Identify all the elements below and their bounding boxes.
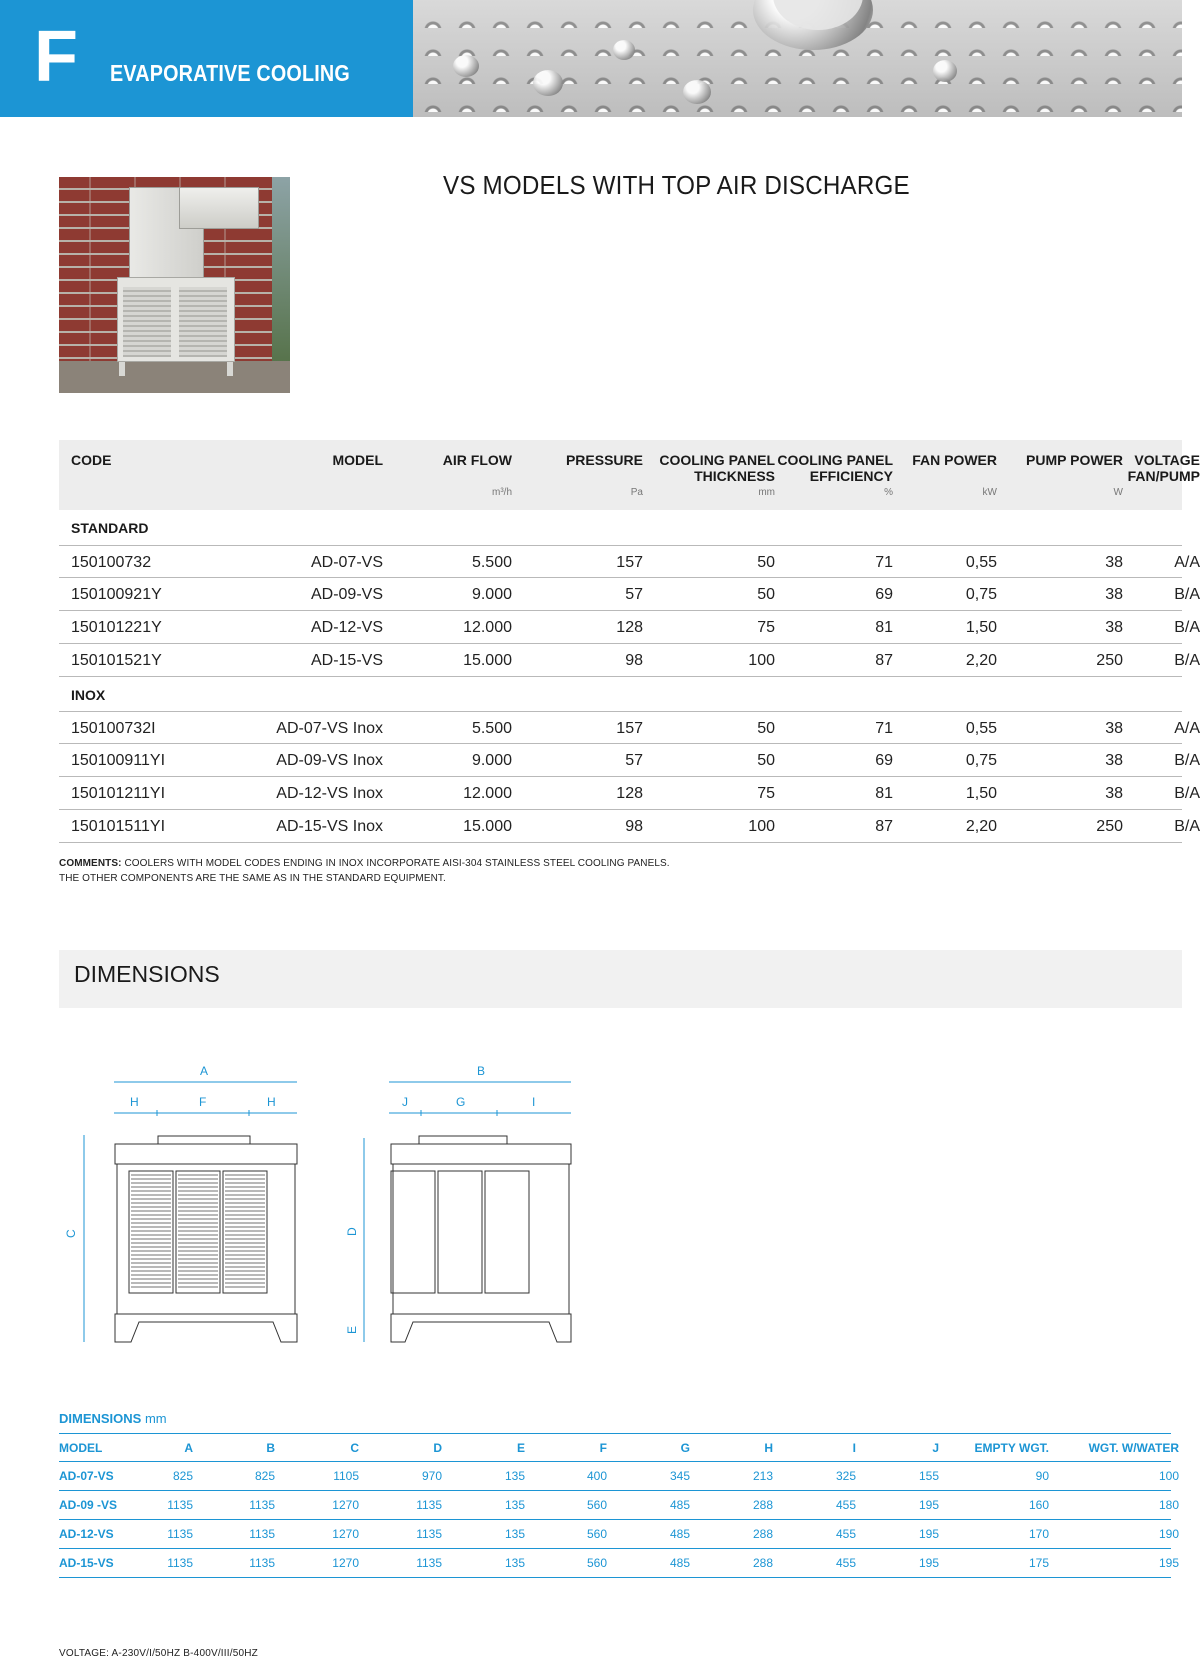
dimensions-value-cell: 325 — [835, 1469, 856, 1483]
header-banner — [0, 0, 1182, 117]
cell-pump: 38 — [1105, 554, 1123, 571]
cell-code: 150101521Y — [71, 652, 162, 669]
dimensions-value-cell: 455 — [835, 1527, 856, 1541]
cell-thickness: 50 — [757, 752, 775, 769]
label-j: J — [402, 1095, 408, 1109]
cell-fan: 0,75 — [965, 752, 997, 769]
header-panel-efficiency-line2: EFFICIENCY — [809, 468, 893, 484]
cell-pressure: 98 — [625, 652, 643, 669]
section-letter: F — [34, 17, 78, 97]
header-model: MODEL — [332, 452, 383, 468]
dimensions-value-cell: 1135 — [249, 1527, 275, 1541]
cell-fan: 2,20 — [965, 652, 997, 669]
dimensions-value-cell: 288 — [752, 1556, 773, 1570]
dimensions-model-cell: AD-07-VS — [59, 1469, 114, 1483]
unit-pump-power: W — [1113, 487, 1123, 498]
dimensions-header-cell: J — [932, 1441, 939, 1455]
table-row — [59, 744, 1200, 777]
product-photo — [59, 177, 290, 393]
cell-air-flow: 9.000 — [471, 752, 512, 769]
cell-voltage: A/A — [1174, 554, 1200, 571]
dimensions-header-cell: B — [266, 1441, 275, 1455]
dimensions-header-cell: A — [184, 1441, 193, 1455]
cell-voltage: B/A — [1174, 586, 1200, 603]
cell-pump: 38 — [1105, 720, 1123, 737]
cell-model: AD-15-VS — [310, 652, 383, 669]
dimensions-value-cell: 155 — [918, 1469, 939, 1483]
dimensions-value-cell: 1135 — [249, 1498, 275, 1512]
cell-code: 150101211YI — [71, 785, 166, 802]
cell-model: AD-09-VS Inox — [276, 752, 383, 769]
dimensions-value-cell: 135 — [504, 1556, 525, 1570]
dimensions-value-cell: 485 — [669, 1527, 690, 1541]
cell-thickness: 50 — [757, 720, 775, 737]
unit-fan-power: kW — [982, 487, 997, 498]
cell-fan: 0,55 — [965, 554, 997, 571]
cell-fan: 2,20 — [965, 818, 997, 835]
cell-fan: 0,55 — [965, 720, 997, 737]
cell-pump: 38 — [1105, 785, 1123, 802]
cell-code: 150100732 — [71, 554, 152, 571]
label-i: I — [532, 1095, 536, 1109]
dimensions-value-cell: 288 — [752, 1527, 773, 1541]
header-pump-power: PUMP POWER — [1026, 452, 1123, 468]
header-panel-efficiency-line1: COOLING PANEL — [777, 452, 893, 468]
cell-pressure: 57 — [625, 586, 643, 603]
dimensions-value-cell: 1135 — [249, 1556, 275, 1570]
cell-model: AD-07-VS Inox — [276, 720, 383, 737]
cell-thickness: 100 — [748, 818, 775, 835]
dimensions-value-cell: 135 — [504, 1498, 525, 1512]
dimensions-value-cell: 1270 — [332, 1556, 359, 1570]
dimensions-value-cell: 100 — [1158, 1469, 1179, 1483]
label-e: E — [345, 1325, 359, 1334]
dimensions-value-cell: 90 — [1035, 1469, 1049, 1483]
dimensions-value-cell: 970 — [421, 1469, 442, 1483]
water-drops-image — [413, 0, 1182, 117]
dimensions-value-cell: 1135 — [167, 1556, 193, 1570]
dimensions-value-cell: 345 — [669, 1469, 690, 1483]
dimensions-value-cell: 1135 — [167, 1527, 193, 1541]
comments-line1: COOLERS WITH MODEL CODES ENDING IN INOX INCORPORATE AISI-304 STAINLESS STEEL COOLING PANELS. — [121, 858, 670, 869]
cell-voltage: B/A — [1174, 619, 1200, 636]
dimensions-heading: DIMENSIONS — [74, 961, 220, 987]
table-row — [59, 1520, 1179, 1549]
cell-pressure: 98 — [625, 818, 643, 835]
dimensions-header-row — [59, 1433, 1179, 1462]
dimensions-header-cell: I — [852, 1441, 856, 1455]
unit-air-flow: m³/h — [492, 487, 512, 498]
header-fan-power: FAN POWER — [912, 452, 997, 468]
dimensions-value-cell: 213 — [752, 1469, 773, 1483]
cell-efficiency: 87 — [875, 818, 893, 835]
cell-air-flow: 15.000 — [463, 818, 512, 835]
header-panel-thickness-line1: COOLING PANEL — [659, 452, 775, 468]
group-label-inox: INOX — [71, 687, 106, 703]
cell-code: 150100921Y — [71, 586, 162, 603]
cell-air-flow: 12.000 — [463, 785, 512, 802]
cell-efficiency: 81 — [875, 619, 893, 636]
cell-code: 150100732I — [71, 720, 156, 737]
dimensions-value-cell: 195 — [918, 1498, 939, 1512]
dimensions-value-cell: 455 — [835, 1498, 856, 1512]
cell-code: 150101221Y — [71, 619, 162, 636]
cell-voltage: A/A — [1174, 720, 1200, 737]
dimensions-value-cell: 1135 — [416, 1556, 442, 1570]
dimensions-header-cell: F — [599, 1441, 607, 1455]
table-row — [59, 545, 1200, 578]
cell-voltage: B/A — [1174, 752, 1200, 769]
dimensions-model-cell: AD-12-VS — [59, 1527, 114, 1541]
dimensions-value-cell: 135 — [504, 1527, 525, 1541]
label-b: B — [477, 1064, 486, 1078]
cell-air-flow: 9.000 — [471, 586, 512, 603]
dimensions-header-cell: D — [433, 1441, 442, 1455]
cell-efficiency: 87 — [875, 652, 893, 669]
cell-model: AD-12-VS Inox — [276, 785, 383, 802]
dimensions-value-cell: 195 — [918, 1527, 939, 1541]
comments-note — [59, 856, 670, 886]
dimensions-value-cell: 1270 — [332, 1498, 359, 1512]
cell-air-flow: 15.000 — [463, 652, 512, 669]
dimensions-value-cell: 1135 — [416, 1527, 442, 1541]
cell-efficiency: 69 — [875, 586, 893, 603]
cell-pressure: 57 — [625, 752, 643, 769]
cell-thickness: 75 — [757, 619, 775, 636]
cell-efficiency: 71 — [875, 720, 893, 737]
dimensions-band — [59, 950, 1182, 1008]
table-row — [59, 578, 1200, 611]
header-voltage-line1: VOLTAGE — [1134, 452, 1200, 468]
cell-thickness: 50 — [757, 554, 775, 571]
dimensions-value-cell: 485 — [669, 1498, 690, 1512]
dimensions-value-cell: 825 — [172, 1469, 193, 1483]
label-h-right: H — [267, 1095, 276, 1109]
dimensions-value-cell: 180 — [1158, 1498, 1179, 1512]
dimensions-value-cell: 170 — [1028, 1527, 1049, 1541]
dimensions-value-cell: 135 — [504, 1469, 525, 1483]
table-row — [59, 777, 1200, 810]
dimension-drawing — [59, 1050, 619, 1350]
dimensions-value-cell: 160 — [1028, 1498, 1049, 1512]
dimensions-value-cell: 455 — [835, 1556, 856, 1570]
table-row — [59, 1549, 1179, 1578]
cell-pump: 38 — [1105, 619, 1123, 636]
label-c: C — [64, 1229, 78, 1238]
header-panel-thickness-line2: THICKNESS — [694, 468, 775, 484]
label-f: F — [199, 1095, 207, 1109]
dimensions-value-cell: 560 — [586, 1498, 607, 1512]
dimensions-table-title — [59, 1411, 167, 1426]
specs-table — [59, 440, 1200, 835]
cell-pressure: 128 — [616, 619, 643, 636]
dimensions-value-cell: 190 — [1158, 1527, 1179, 1541]
header-air-flow: AIR FLOW — [442, 452, 512, 468]
cell-efficiency: 71 — [875, 554, 893, 571]
cell-pump: 250 — [1096, 818, 1123, 835]
cell-efficiency: 69 — [875, 752, 893, 769]
dimensions-header-cell: MODEL — [59, 1441, 103, 1455]
cell-code: 150100911YI — [71, 752, 166, 769]
dimensions-header-cell: EMPTY WGT. — [974, 1441, 1049, 1455]
header-panel-efficiency — [759, 452, 893, 484]
cell-fan: 1,50 — [965, 785, 997, 802]
dimensions-value-cell: 175 — [1028, 1556, 1049, 1570]
comments-label: COMMENTS: — [59, 858, 122, 869]
section-title: EVAPORATIVE COOLING — [110, 60, 350, 86]
dimensions-value-cell: 485 — [669, 1556, 690, 1570]
cell-pressure: 128 — [616, 785, 643, 802]
dimensions-model-cell: AD-15-VS — [59, 1556, 114, 1570]
cell-model: AD-12-VS — [310, 619, 383, 636]
dimensions-value-cell: 1105 — [333, 1469, 359, 1483]
dimensions-header-cell: C — [350, 1441, 359, 1455]
cell-thickness: 50 — [757, 586, 775, 603]
cell-thickness: 100 — [748, 652, 775, 669]
cell-voltage: B/A — [1174, 785, 1200, 802]
dimensions-table-title-text: DIMENSIONS — [59, 1411, 142, 1426]
table-row — [59, 1491, 1179, 1520]
cell-code: 150101511YI — [71, 818, 166, 835]
unit-pressure: Pa — [630, 487, 643, 498]
cell-model: AD-15-VS Inox — [276, 818, 383, 835]
side-view-unit — [391, 1136, 571, 1342]
cell-air-flow: 12.000 — [463, 619, 512, 636]
page-title: VS MODELS WITH TOP AIR DISCHARGE — [443, 170, 910, 200]
specs-table-header — [59, 440, 1200, 510]
cell-pressure: 157 — [616, 720, 643, 737]
cell-model: AD-07-VS — [310, 554, 383, 571]
header-panel-thickness — [639, 452, 775, 484]
cell-fan: 0,75 — [965, 586, 997, 603]
dimensions-value-cell: 400 — [586, 1469, 607, 1483]
dimensions-value-cell: 825 — [254, 1469, 275, 1483]
dimensions-value-cell: 560 — [586, 1527, 607, 1541]
voltage-footnote: VOLTAGE: A-230V/I/50HZ B-400V/III/50HZ — [59, 1648, 258, 1659]
cell-fan: 1,50 — [965, 619, 997, 636]
header-voltage-line2: FAN/PUMP — [1127, 468, 1200, 484]
comments-line2: THE OTHER COMPONENTS ARE THE SAME AS IN THE STANDARD EQUIPMENT. — [59, 873, 446, 884]
dimensions-value-cell: 560 — [586, 1556, 607, 1570]
label-g: G — [456, 1095, 466, 1109]
dimensions-model-cell: AD-09 -VS — [59, 1498, 118, 1512]
dimensions-header-cell: H — [764, 1441, 773, 1455]
cell-voltage: B/A — [1174, 818, 1200, 835]
table-row — [59, 810, 1200, 843]
header-code: CODE — [71, 452, 112, 468]
dimensions-value-cell: 1135 — [167, 1498, 193, 1512]
table-row — [59, 644, 1200, 677]
dimensions-value-cell: 195 — [1158, 1556, 1179, 1570]
cell-air-flow: 5.500 — [471, 720, 512, 737]
label-a: A — [200, 1064, 209, 1078]
header-pressure: PRESSURE — [565, 452, 643, 468]
table-row — [59, 611, 1200, 644]
dimensions-table-unit: mm — [144, 1411, 167, 1426]
cell-pump: 38 — [1105, 586, 1123, 603]
dimensions-value-cell: 288 — [752, 1498, 773, 1512]
table-row — [59, 711, 1200, 744]
table-row — [59, 1462, 1179, 1491]
label-h-left: H — [130, 1095, 139, 1109]
unit-efficiency: % — [884, 487, 893, 498]
label-d: D — [345, 1227, 359, 1236]
header-voltage — [1099, 452, 1200, 484]
dimensions-header-cell: G — [680, 1441, 690, 1455]
dimensions-header-cell: WGT. W/WATER — [1088, 1441, 1179, 1455]
cell-thickness: 75 — [757, 785, 775, 802]
cell-model: AD-09-VS — [310, 586, 383, 603]
dimensions-value-cell: 1135 — [416, 1498, 442, 1512]
unit-thickness: mm — [758, 487, 775, 498]
dimensions-value-cell: 1270 — [332, 1527, 359, 1541]
cell-efficiency: 81 — [875, 785, 893, 802]
group-label-standard: STANDARD — [71, 520, 149, 536]
cell-air-flow: 5.500 — [471, 554, 512, 571]
dimensions-header-cell: E — [516, 1441, 525, 1455]
cell-voltage: B/A — [1174, 652, 1200, 669]
cell-pump: 250 — [1096, 652, 1123, 669]
cell-pressure: 157 — [616, 554, 643, 571]
cell-pump: 38 — [1105, 752, 1123, 769]
dimensions-value-cell: 195 — [918, 1556, 939, 1570]
